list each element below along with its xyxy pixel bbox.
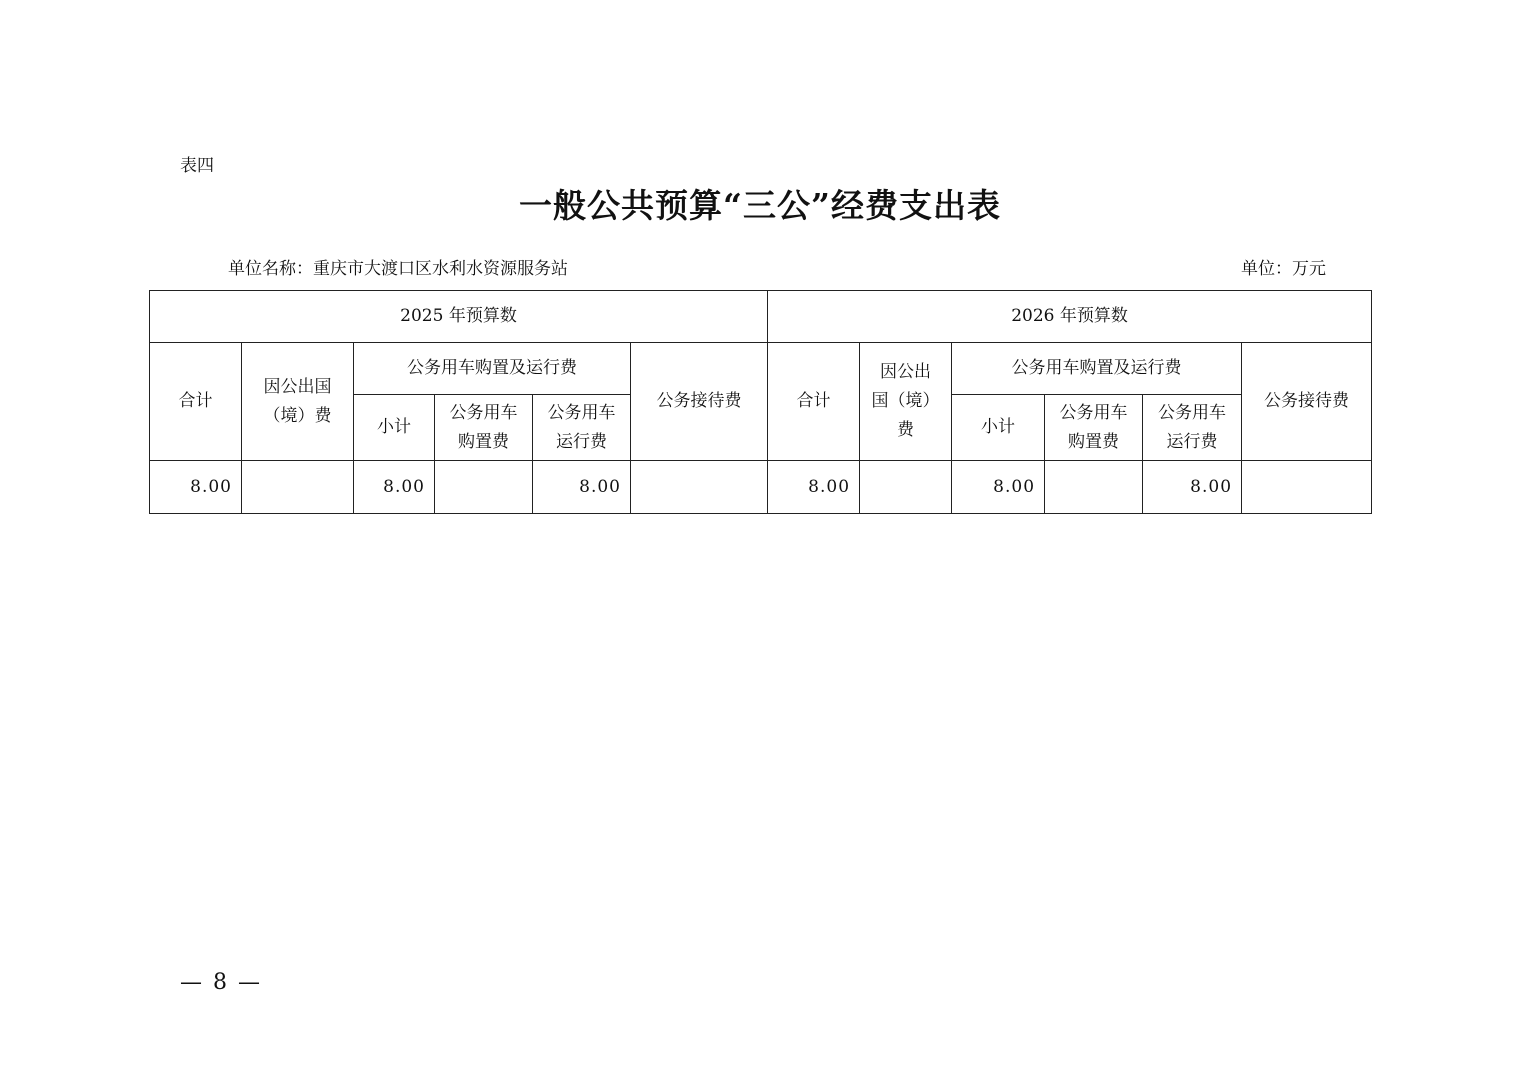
cell-2025-purchase [435, 461, 533, 514]
cell-2026-overseas [860, 461, 952, 514]
cell-2026-purchase [1045, 461, 1143, 514]
header-2025-purchase-line1: 公务用车 [449, 402, 518, 423]
cell-2026-reception [1242, 461, 1372, 514]
header-2026-purchase-line2: 购置费 [1068, 431, 1120, 452]
header-2025-vehicle-group: 公务用车购置及运行费 [354, 343, 631, 395]
header-2026-operation [1143, 395, 1242, 461]
header-2025-operation [533, 395, 631, 461]
header-2025-reception: 公务接待费 [631, 343, 768, 461]
cell-2025-operation: 8.00 [533, 461, 631, 514]
header-2025-overseas-line2: （境）费 [263, 405, 332, 426]
column-header-row-1 [150, 343, 1372, 395]
header-2026-overseas-line3: 费 [897, 420, 915, 440]
header-2025-operation-line1: 公务用车 [547, 402, 616, 423]
year-header-row [150, 291, 1372, 343]
header-2026-reception: 公务接待费 [1242, 343, 1372, 461]
page-number: — 8 — [180, 970, 262, 995]
header-2026-subtotal: 小计 [952, 395, 1045, 461]
table-row [150, 461, 1372, 514]
header-2026-total: 合计 [768, 343, 860, 461]
header-2025-purchase [435, 395, 533, 461]
header-2026-vehicle-group: 公务用车购置及运行费 [952, 343, 1242, 395]
header-2026-purchase [1045, 395, 1143, 461]
cell-2026-subtotal: 8.00 [952, 461, 1045, 514]
header-2025-total: 合计 [150, 343, 242, 461]
header-2026-overseas-line2: 国（境） [871, 391, 940, 411]
header-2025-purchase-line2: 购置费 [458, 431, 509, 452]
page-title: 一般公共预算“三公”经费支出表 [519, 186, 1001, 225]
header-2025-overseas-line1: 因公出国 [263, 376, 332, 397]
header-2025-overseas [242, 343, 354, 461]
cell-2026-total: 8.00 [768, 461, 860, 514]
year-2025-header: 2025 年预算数 [150, 291, 768, 343]
header-2025-subtotal: 小计 [354, 395, 435, 461]
year-2026-header: 2026 年预算数 [768, 291, 1372, 343]
header-2026-overseas-line1: 因公出 [880, 362, 932, 382]
currency-unit-label: 单位：万元 [1241, 259, 1326, 279]
table-label: 表四 [180, 156, 214, 176]
cell-2025-total: 8.00 [150, 461, 242, 514]
header-2026-operation-line1: 公务用车 [1158, 402, 1227, 423]
unit-name-label: 单位名称：重庆市大渡口区水利水资源服务站 [228, 259, 568, 279]
header-2026-operation-line2: 运行费 [1166, 431, 1218, 452]
cell-2025-overseas [242, 461, 354, 514]
cell-2026-operation: 8.00 [1143, 461, 1242, 514]
header-2026-purchase-line1: 公务用车 [1059, 402, 1128, 423]
header-2026-overseas [860, 343, 952, 461]
three-public-expenses-table [149, 290, 1372, 514]
cell-2025-subtotal: 8.00 [354, 461, 435, 514]
header-2025-operation-line2: 运行费 [556, 431, 607, 452]
cell-2025-reception [631, 461, 768, 514]
